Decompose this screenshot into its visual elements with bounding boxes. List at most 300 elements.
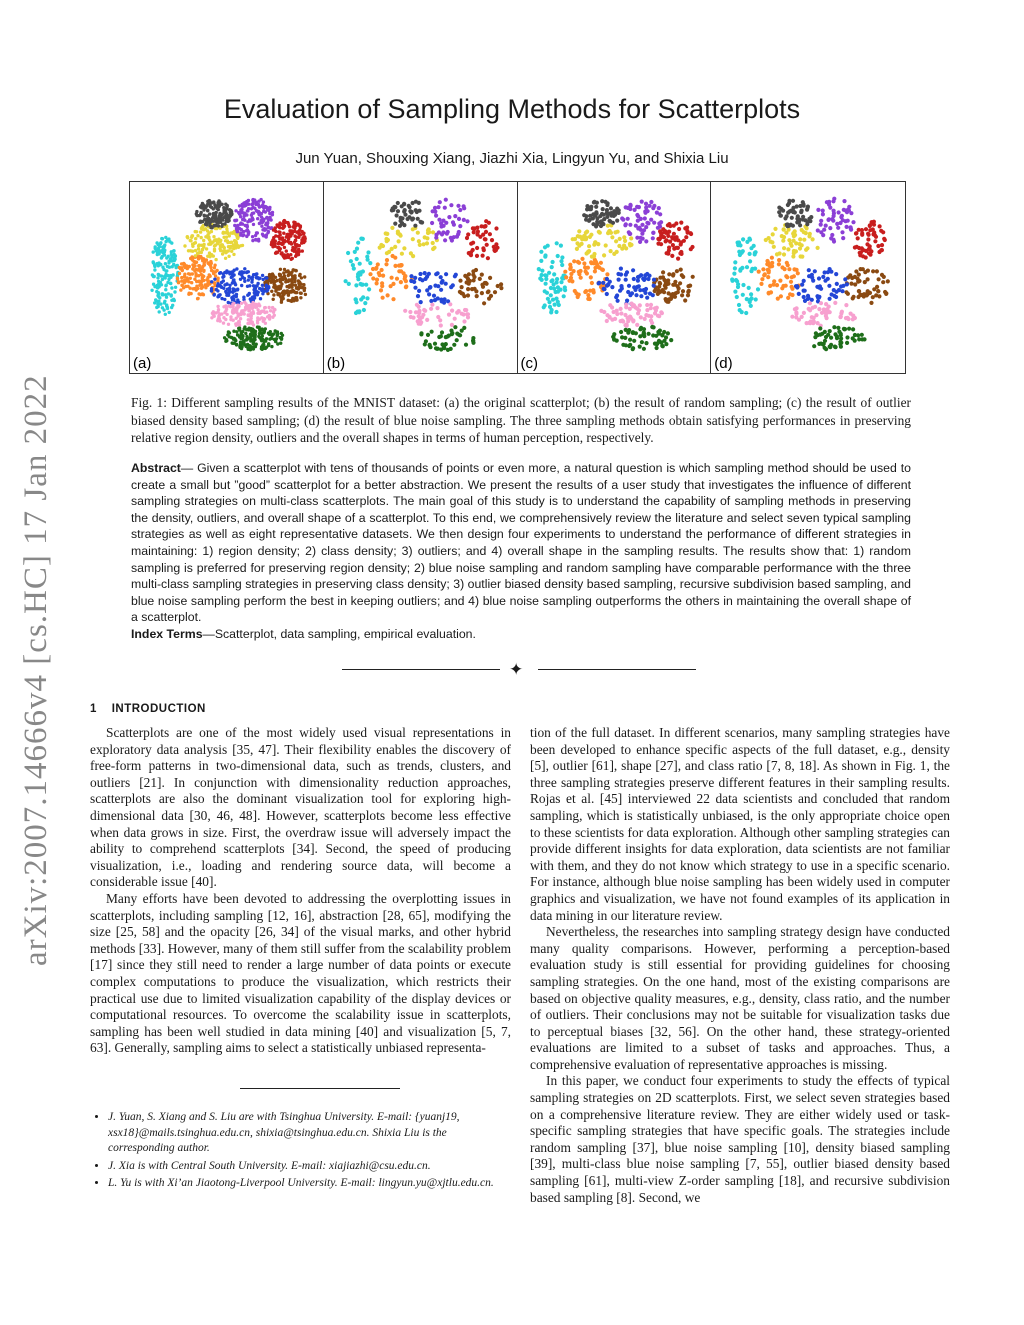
scatter-point xyxy=(868,224,872,228)
scatter-point xyxy=(459,285,463,289)
scatter-point xyxy=(856,333,860,337)
scatter-point xyxy=(630,347,634,351)
scatter-point xyxy=(441,224,445,228)
scatter-point xyxy=(559,280,563,284)
scatter-point xyxy=(475,246,479,250)
scatter-point xyxy=(626,284,630,288)
scatter-point xyxy=(623,239,627,243)
scatter-point xyxy=(303,275,306,278)
scatter-point xyxy=(174,264,177,267)
scatter-point xyxy=(574,247,578,251)
scatter-point xyxy=(485,290,489,294)
scatter-point xyxy=(250,276,253,279)
scatter-point xyxy=(270,337,273,340)
scatter-point xyxy=(167,274,170,277)
scatter-point xyxy=(777,258,781,262)
scatter-point xyxy=(548,293,552,297)
scatter-point xyxy=(216,289,219,292)
scatter-point xyxy=(600,207,604,211)
scatter-point xyxy=(282,232,285,235)
scatter-point xyxy=(866,232,870,236)
scatter-point xyxy=(205,283,208,286)
scatter-point xyxy=(777,262,781,266)
scatter-point xyxy=(748,252,752,256)
scatter-point xyxy=(659,310,663,314)
scatter-point xyxy=(400,252,404,256)
scatter-point xyxy=(683,298,687,302)
scatter-point xyxy=(301,249,304,252)
scatter-point xyxy=(811,279,815,283)
scatter-point xyxy=(547,305,551,309)
scatter-point xyxy=(539,259,543,263)
scatter-point xyxy=(603,243,607,247)
scatter-point xyxy=(221,252,224,255)
scatter-point xyxy=(217,238,220,241)
scatter-point xyxy=(404,284,408,288)
scatter-point xyxy=(605,272,609,276)
scatter-point xyxy=(191,243,194,246)
scatter-point xyxy=(672,295,676,299)
scatter-point xyxy=(832,199,836,203)
scatter-point xyxy=(824,347,828,351)
scatter-point xyxy=(265,216,268,219)
index-terms-label: Index Terms xyxy=(131,627,203,641)
scatter-point xyxy=(782,284,786,288)
scatter-point xyxy=(474,289,478,293)
scatter-point xyxy=(494,226,498,230)
scatter-point xyxy=(828,345,832,349)
scatter-point xyxy=(434,233,438,237)
scatter-point xyxy=(391,282,395,286)
scatter-point xyxy=(216,206,219,209)
scatter-point xyxy=(376,271,380,275)
scatter-point xyxy=(597,281,601,285)
scatter-point xyxy=(263,227,266,230)
scatter-point xyxy=(874,239,878,243)
scatter-point xyxy=(274,288,277,291)
scatter-point xyxy=(275,223,278,226)
scatter-point xyxy=(267,286,270,289)
scatter-point xyxy=(604,292,608,296)
scatter-point xyxy=(588,275,592,279)
right-column xyxy=(530,725,950,1206)
scatter-point xyxy=(878,294,882,298)
scatter-point xyxy=(242,217,245,220)
scatter-point xyxy=(841,230,845,234)
scatter-point xyxy=(489,294,493,298)
scatter-point xyxy=(835,336,839,340)
scatter-point xyxy=(167,278,170,281)
scatter-point xyxy=(422,271,426,275)
scatter-point xyxy=(210,230,213,233)
scatter-point xyxy=(618,289,622,293)
scatter-point xyxy=(842,327,846,331)
scatter-point xyxy=(613,213,617,217)
scatterplot-b xyxy=(330,186,512,354)
scatter-point xyxy=(402,277,406,281)
scatter-point xyxy=(247,318,250,321)
scatterplot-a xyxy=(136,186,318,354)
scatter-point xyxy=(301,286,304,289)
scatter-point xyxy=(200,287,203,290)
scatter-point xyxy=(206,209,209,212)
scatter-point xyxy=(853,245,857,249)
scatter-point xyxy=(876,289,880,293)
scatter-point xyxy=(247,203,250,206)
scatter-point xyxy=(291,275,294,278)
scatter-point xyxy=(261,274,264,277)
scatter-point xyxy=(840,310,844,314)
scatter-point xyxy=(409,279,413,283)
scatter-point xyxy=(870,249,874,253)
scatter-point xyxy=(366,250,370,254)
scatter-point xyxy=(832,288,836,292)
scatter-point xyxy=(762,267,766,271)
scatter-point xyxy=(375,262,379,266)
scatter-point xyxy=(431,230,435,234)
scatter-point xyxy=(820,332,824,336)
scatter-point xyxy=(680,289,684,293)
scatter-point xyxy=(591,200,595,204)
scatter-point xyxy=(851,317,855,321)
scatter-point xyxy=(674,269,678,273)
index-terms-text: —Scatterplot, data sampling, empirical evaluation. xyxy=(202,627,476,641)
scatter-point xyxy=(413,286,417,290)
scatter-point xyxy=(871,269,875,273)
scatter-point xyxy=(635,275,639,279)
scatter-point xyxy=(274,329,277,332)
scatter-point xyxy=(421,313,425,317)
scatter-point xyxy=(550,298,554,302)
scatter-point xyxy=(285,249,288,252)
scatter-point xyxy=(878,224,882,228)
scatter-point xyxy=(775,283,779,287)
scatter-point xyxy=(579,242,583,246)
scatter-point xyxy=(273,226,276,229)
scatter-point xyxy=(161,306,164,309)
scatter-point xyxy=(798,237,802,241)
scatter-point xyxy=(202,207,205,210)
scatter-point xyxy=(760,282,764,286)
scatter-point xyxy=(795,220,799,224)
scatter-point xyxy=(292,268,295,271)
scatter-point xyxy=(173,253,176,256)
scatter-point xyxy=(298,273,301,276)
scatter-point xyxy=(250,207,253,210)
scatter-point xyxy=(671,224,675,228)
scatter-point xyxy=(440,330,444,334)
scatter-point xyxy=(795,312,799,316)
footnote-item: • J. Xia is with Central South University. E-mail: xiajiazhi@csu.edu.cn. xyxy=(108,1159,510,1175)
scatter-point xyxy=(452,223,456,227)
scatter-point xyxy=(552,303,556,307)
scatter-point xyxy=(293,280,296,283)
scatter-point xyxy=(857,273,861,277)
scatter-point xyxy=(753,267,757,271)
scatter-point xyxy=(590,216,594,220)
scatter-point xyxy=(265,337,268,340)
scatter-point xyxy=(258,336,261,339)
scatter-point xyxy=(259,297,262,300)
scatter-point xyxy=(367,287,371,291)
scatter-point xyxy=(465,219,469,223)
scatter-point xyxy=(559,259,563,263)
scatter-point xyxy=(375,278,379,282)
scatter-point xyxy=(160,256,163,259)
scatter-point xyxy=(585,207,589,211)
scatter-point xyxy=(430,221,434,225)
scatter-point xyxy=(283,246,286,249)
scatter-point xyxy=(164,288,167,291)
scatter-point xyxy=(208,238,211,241)
scatter-point xyxy=(802,295,806,299)
scatter-point xyxy=(628,232,632,236)
scatter-point xyxy=(274,280,277,283)
scatter-point xyxy=(229,318,232,321)
scatter-point xyxy=(395,201,399,205)
scatter-point xyxy=(831,217,835,221)
scatter-point xyxy=(222,231,225,234)
scatter-point xyxy=(643,291,647,295)
scatter-point xyxy=(173,290,176,293)
scatter-point xyxy=(615,299,619,303)
scatter-point xyxy=(299,296,302,299)
scatter-point xyxy=(414,200,418,204)
scatter-point xyxy=(197,264,200,267)
scatter-point xyxy=(879,229,883,233)
scatter-point xyxy=(622,235,626,239)
scatter-point xyxy=(249,334,252,337)
scatter-point xyxy=(484,219,488,223)
scatter-point xyxy=(624,270,628,274)
scatter-point xyxy=(249,297,252,300)
scatter-point xyxy=(214,219,217,222)
scatter-point xyxy=(657,290,661,294)
scatter-point xyxy=(664,299,668,303)
scatter-point xyxy=(632,339,636,343)
figure-caption: Fig. 1: Different sampling results of the MNIST dataset: (a) the original scatterplot; (b) the result of random sampling; (c) the result of outlier biased density based sampling; (d) the result of blue noise sampling. The three sampling methods obtain satisfying performances in preserving relative region density, outliers and the overall shapes in terms of human perception, respectively. xyxy=(131,395,911,445)
scatter-point xyxy=(351,267,355,271)
scatter-point xyxy=(480,254,484,258)
scatter-point xyxy=(639,200,643,204)
scatter-point xyxy=(360,237,364,241)
scatter-point xyxy=(258,304,261,307)
scatter-point xyxy=(608,206,612,210)
scatter-point xyxy=(272,311,275,314)
scatter-point xyxy=(850,282,854,286)
scatter-point xyxy=(214,258,217,261)
scatter-point xyxy=(650,325,654,329)
scatter-point xyxy=(629,236,633,240)
scatter-point xyxy=(453,214,457,218)
scatter-point xyxy=(593,260,597,264)
scatter-point xyxy=(360,283,364,287)
scatter-point xyxy=(239,211,242,214)
scatter-point xyxy=(804,248,808,252)
scatter-point xyxy=(215,269,218,272)
panel-a xyxy=(130,182,324,373)
scatter-point xyxy=(842,284,846,288)
scatter-point xyxy=(212,270,215,273)
scatter-point xyxy=(252,347,255,350)
scatter-point xyxy=(591,222,595,226)
scatter-point xyxy=(365,258,369,262)
scatter-point xyxy=(632,208,636,212)
scatter-point xyxy=(821,209,825,213)
panel-label-d: (d) xyxy=(714,355,733,372)
scatter-point xyxy=(223,283,226,286)
scatter-point xyxy=(458,224,462,228)
scatter-point xyxy=(351,263,355,267)
scatter-point xyxy=(594,205,598,209)
scatter-point xyxy=(262,317,265,320)
scatter-point xyxy=(291,246,294,249)
scatter-point xyxy=(166,265,169,268)
scatter-point xyxy=(660,333,664,337)
scatter-point xyxy=(785,231,789,235)
scatter-point xyxy=(198,284,201,287)
scatter-point xyxy=(817,276,821,280)
scatter-point xyxy=(837,288,841,292)
scatter-point xyxy=(635,307,639,311)
scatter-point xyxy=(860,333,864,337)
scatter-point xyxy=(214,274,217,277)
scatter-point xyxy=(775,252,779,256)
scatter-point xyxy=(228,214,231,217)
scatter-point xyxy=(255,276,258,279)
scatter-point xyxy=(788,199,792,203)
scatter-point xyxy=(828,297,832,301)
scatter-point xyxy=(786,203,790,207)
scatter-point xyxy=(279,342,282,345)
panel-label-b: (b) xyxy=(326,355,346,372)
scatter-point xyxy=(218,313,221,316)
scatter-point xyxy=(459,312,463,316)
scatter-point xyxy=(643,202,647,206)
scatter-point xyxy=(246,270,249,273)
scatter-point xyxy=(807,296,811,300)
scatter-point xyxy=(433,342,437,346)
scatter-point xyxy=(675,290,679,294)
scatter-point xyxy=(862,294,866,298)
scatter-point xyxy=(479,273,483,277)
scatter-point xyxy=(434,272,438,276)
scatter-point xyxy=(299,233,302,236)
scatter-point xyxy=(816,246,820,250)
scatter-point xyxy=(384,239,388,243)
scatter-point xyxy=(630,330,634,334)
scatter-point xyxy=(410,237,414,241)
scatter-point xyxy=(793,307,797,311)
scatter-point xyxy=(782,227,786,231)
scatter-point xyxy=(411,316,415,320)
scatter-point xyxy=(852,220,856,224)
scatter-point xyxy=(818,295,822,299)
scatter-point xyxy=(809,215,813,219)
scatter-point xyxy=(466,282,470,286)
scatter-point xyxy=(799,254,803,258)
scatter-point xyxy=(575,295,579,299)
scatter-point xyxy=(262,200,265,203)
scatter-point xyxy=(256,321,259,324)
scatter-point xyxy=(629,317,633,321)
scatter-point xyxy=(206,233,209,236)
scatter-point xyxy=(408,310,412,314)
scatter-point xyxy=(600,268,604,272)
scatter-point xyxy=(195,212,198,215)
scatter-point xyxy=(273,284,276,287)
scatter-point xyxy=(260,347,263,350)
scatter-point xyxy=(584,289,588,293)
scatter-point xyxy=(670,236,674,240)
arxiv-identifier: arXiv:2007.14666v4 [cs.HC] 17 Jan 2022 xyxy=(18,374,54,966)
scatter-point xyxy=(641,347,645,351)
scatter-point xyxy=(841,236,845,240)
scatter-point xyxy=(436,205,440,209)
scatter-point xyxy=(277,241,280,244)
scatter-point xyxy=(398,264,402,268)
scatter-point xyxy=(243,204,246,207)
scatter-point xyxy=(152,260,155,263)
scatter-point xyxy=(631,277,635,281)
scatter-point xyxy=(189,277,192,280)
scatter-point xyxy=(224,290,227,293)
scatter-point xyxy=(462,319,466,323)
scatter-point xyxy=(299,291,302,294)
scatter-point xyxy=(483,237,487,241)
scatter-point xyxy=(201,228,204,231)
abstract-text: — Given a scatterplot with tens of thousands of points or even more, a natural question is which sampling method should be used to create a small but ”good” scatterplot for a better abstraction. We present the results of a user study that investigates the influence of different sampling strategies on multi-class scatterplots. The main goal of this study is to understand the capability of sampling methods in preserving the density, outliers, and overall shape of a scatterplot. To this end, we comprehensively review the literature and select seven typical sampling strategies as well as eight representative datasets. We then design four experiments to understand the performance of different strategies in maintaining: 1) region density; 2) class density; 3) outliers; and 4) overall shape in the sampling results. The results show that: 1) random sampling is preferred for preserving region density; 2) blue noise sampling and random sampling have comparable performance with the three multi-class sampling strategies in preserving class density; 3) outlier biased density based sampling, recursive subdivision based sampling, and blue noise sampling perform the best in keeping outliers; and 4) blue noise sampling outperforms the others in maintaining the overall shape of a scatterplot. xyxy=(131,461,911,625)
scatter-point xyxy=(399,280,403,284)
scatter-point xyxy=(236,244,239,247)
scatter-point xyxy=(268,216,271,219)
scatter-point xyxy=(643,209,647,213)
scatter-point xyxy=(243,267,246,270)
scatter-point xyxy=(272,298,275,301)
scatter-point xyxy=(402,202,406,206)
panel-c xyxy=(518,182,712,373)
scatter-point xyxy=(800,209,804,213)
scatter-point xyxy=(195,230,198,233)
scatter-point xyxy=(748,238,752,242)
scatter-point xyxy=(202,270,205,273)
scatter-point xyxy=(667,272,671,276)
scatter-point xyxy=(269,309,272,312)
scatter-point xyxy=(220,225,223,228)
scatter-point xyxy=(210,225,213,228)
scatter-point xyxy=(834,272,838,276)
scatter-point xyxy=(353,298,357,302)
scatter-point xyxy=(201,292,204,295)
scatter-point xyxy=(441,219,445,223)
scatter-point xyxy=(543,282,547,286)
scatter-point xyxy=(225,338,228,341)
scatter-point xyxy=(542,289,546,293)
scatter-point xyxy=(255,343,258,346)
scatter-point xyxy=(443,335,447,339)
scatter-point xyxy=(368,261,372,265)
scatter-point xyxy=(219,249,222,252)
scatter-point xyxy=(283,240,286,243)
scatter-point xyxy=(802,238,806,242)
scatter-point xyxy=(156,302,159,305)
scatter-point xyxy=(540,269,544,273)
scatter-point xyxy=(788,267,792,271)
scatter-point xyxy=(583,265,587,269)
scatter-point xyxy=(666,278,670,282)
scatter-point xyxy=(240,284,243,287)
scatter-point xyxy=(781,239,785,243)
